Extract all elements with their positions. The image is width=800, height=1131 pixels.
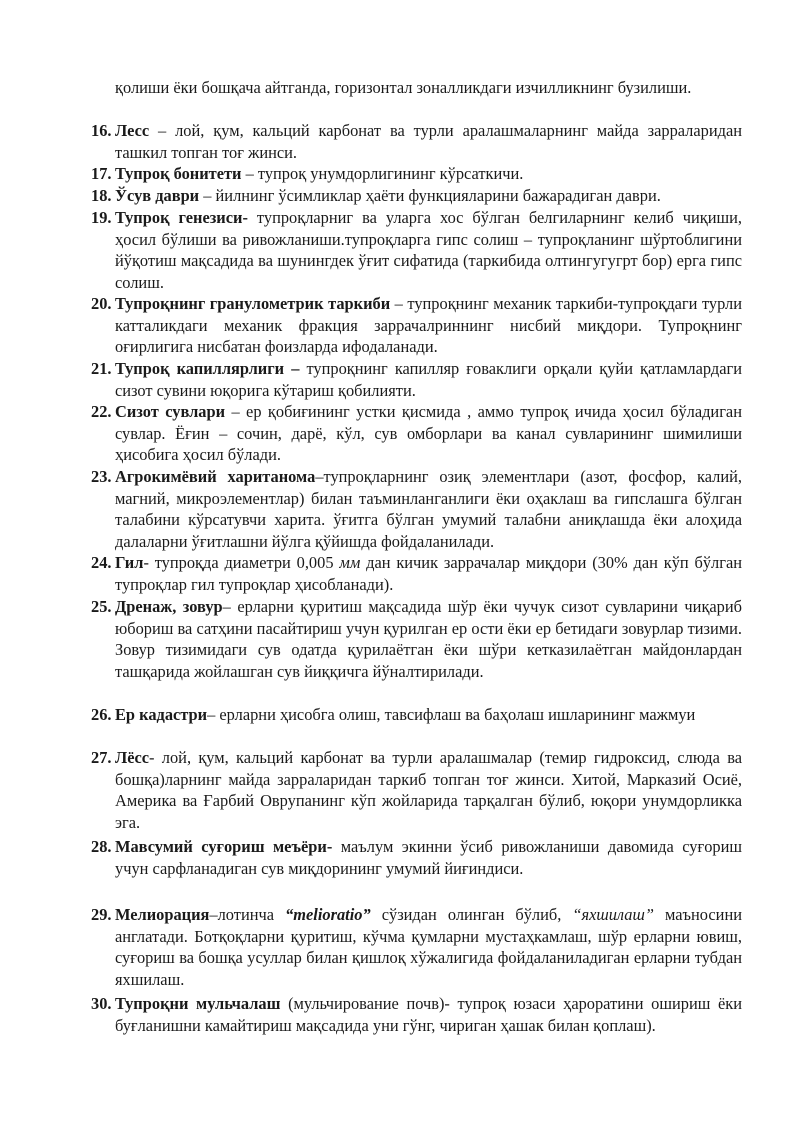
translation-word: “яхшилаш” xyxy=(572,905,654,924)
entry-number: 26. xyxy=(91,705,112,724)
entry-term: Агрокимёвий хаританома xyxy=(115,467,316,486)
entry-number: 28. xyxy=(91,837,112,856)
glossary-entry-21 xyxy=(91,358,742,401)
entry-number: 18. xyxy=(91,186,112,205)
entry-term: Сизот сувлари xyxy=(115,402,226,421)
entry-term: Ер кадастри xyxy=(115,705,208,724)
entry-definition: – лой, қум, кальций карбонат ва турли аралашмаларнинг майда зарраларидан ташкил топган тоғ жинси. xyxy=(115,121,742,162)
entry-term: Гил xyxy=(115,553,144,572)
entry-definition: – ер қобиғининг устки қисмида , аммо тупроқ ичида ҳосил бўладиган сувлар. Ёғин – сочин, дарё, кўл, сув омборлари ва канал сувларининг шимилиши ҳисобига ҳосил бўлади. xyxy=(115,402,742,465)
entry-definition: маълум экинни ўсиб ривожланиши давомида суғориш учун сарфланадиган сув миқдорининг умумий йиғиндиси. xyxy=(115,837,742,878)
entry-term: Ўсув даври xyxy=(115,186,200,205)
glossary-entry-22 xyxy=(91,401,742,466)
entry-definition: (мульчирование почв)- тупроқ юзаси ҳароратини ошириш ёки буғланишни камайтириш мақсадида уни гўнг, чириган ҳашак билан қоплаш). xyxy=(115,994,742,1035)
glossary-entry-18 xyxy=(91,185,742,207)
entry-definition: – йилнинг ўсимликлар ҳаёти функцияларини бажарадиган даври. xyxy=(199,186,661,205)
entry-term: Лесс xyxy=(115,121,150,140)
entry-number: 25. xyxy=(91,597,112,616)
glossary-entry-28 xyxy=(91,836,742,879)
glossary-entry-17 xyxy=(91,163,742,185)
glossary-entry-23 xyxy=(91,466,742,552)
entry-definition: дан кичик заррачалар миқдори (30% дан кўп бўлган тупроқлар гил тупроқлар ҳисобланади). xyxy=(115,553,742,594)
entry-number: 29. xyxy=(91,905,112,924)
glossary-entry-24 xyxy=(91,552,742,595)
entry-definition: – ерларни қуритиш мақсадида шўр ёки чучук сизот сувларини чиқариб юбориш ва сатҳини пасайтириш учун қурилган ер ости ёки ер бетидаги зовурлар тизими. Зовур тизимидаги сув одатда қурилаётган ёки шўри кетказилаётган майдонлардан ташқарида жойлашган сув йиққичга йўналтирилади. xyxy=(115,597,742,681)
glossary-entry-25 xyxy=(91,596,742,682)
entry-number: 16. xyxy=(91,121,112,140)
entry-term: Мелиорация xyxy=(115,905,210,924)
entry-number: 23. xyxy=(91,467,112,486)
entry-definition: –тупроқларнинг озиқ элементлари (азот, фосфор, калий, магний, микроэлементлар) билан таъминланганлиги ёки оҳаклаш ва гипслашга бўлган талабини кўрсатувчи харита. ўғитга бўлган умумий талабни аниқлашда ёки алоҳида далаларни ўғитлашни йўлга қўйишда фойдаланилади. xyxy=(115,467,742,551)
glossary-entry-30 xyxy=(91,993,742,1036)
entry-definition: – ерларни ҳисобга олиш, тавсифлаш ва баҳолаш ишларининг мажмуи xyxy=(207,705,696,724)
entry-definition: – тупроқнинг механик таркиби-тупроқдаги турли катталикдаги механик фракция заррачалриннинг нисбий миқдори. Тупроқнинг оғирлигига нисбатан фоизларда ифодаланади. xyxy=(115,294,743,357)
entry-number: 22. xyxy=(91,402,112,421)
glossary-entry-29 xyxy=(91,904,742,990)
entry-definition: тупроқларниг ва уларга хос бўлган белгиларнинг келиб чиқиши, ҳосил бўлиши ва ривожланиши.тупроқларга гипс солиш – тупроқланинг шўртоблигини йўқотиш мақсадида ва шунингдек ўғит сифатида (таркибида олтингугугрт бор) ерга гипс солиш. xyxy=(115,208,742,292)
entry-number: 20. xyxy=(91,294,112,313)
entry-term: Тупроқ бонитети xyxy=(115,164,242,183)
entry-term: Тупроқ генезиси- xyxy=(115,208,248,227)
glossary-entry-20 xyxy=(91,293,742,358)
entry-number: 30. xyxy=(91,994,112,1013)
entry-number: 21. xyxy=(91,359,112,378)
glossary-entry-16 xyxy=(91,120,742,163)
entry-number: 19. xyxy=(91,208,112,227)
entry-term: Тупроқ капиллярлиги – xyxy=(115,359,300,378)
entry-term: Лёсс xyxy=(115,748,150,767)
entry-term: Дренаж, зовур xyxy=(115,597,223,616)
continuation-paragraph: қолиши ёки бошқача айтганда, горизонтал зоналликдаги изчилликнинг бузилиши. xyxy=(115,78,692,97)
entry-term: Мавсумий суғориш меъёри- xyxy=(115,837,333,856)
entry-definition: тупроқнинг капилляр ғоваклиги орқали қуйи қатламлардаги сизот сувини юқорига кўтариш қобилияти. xyxy=(115,359,742,400)
latin-word: “melioratio” xyxy=(285,905,371,924)
entry-definition: – тупроқ унумдорлигининг кўрсаткичи. xyxy=(241,164,524,183)
entry-term: Тупроқни мульчалаш xyxy=(115,994,281,1013)
entry-term: Тупроқнинг гранулометрик таркиби xyxy=(115,294,391,313)
entry-number: 27. xyxy=(91,748,112,767)
entry-definition: маъносини англатади. Ботқоқларни қуритиш, кўчма қумларни мустаҳкамлаш, шўр ерларни ювиш, суғориш ва бошқа усуллар билан қишлоқ хўжалигида фойдаланиладиган ерларни тубдан яхшилаш. xyxy=(115,905,742,989)
glossary-entry-26 xyxy=(91,704,742,726)
unit-mm: мм xyxy=(339,553,361,572)
entry-definition: - лой, қум, кальций карбонат ва турли аралашмалар (темир гидроксид, слюда ва бошқа)ларнинг майда зарраларидан таркиб топган тоғ жинси. Хитой, Марказий Осиё, Америка ва Ғарбий Оврупанинг кўп жойларида тарқалган бўлиб, юқори унумдорликка эга. xyxy=(115,748,742,832)
entry-number: 17. xyxy=(91,164,112,183)
entry-definition-middle: сўзидан олинган бўлиб, xyxy=(370,905,573,924)
entry-number: 24. xyxy=(91,553,112,572)
glossary-entry-19 xyxy=(91,207,742,293)
entry-definition-start: - тупроқда диаметри 0,005 xyxy=(143,553,340,572)
glossary-entry-27 xyxy=(91,747,742,833)
entry-definition-start: –лотинча xyxy=(209,905,286,924)
